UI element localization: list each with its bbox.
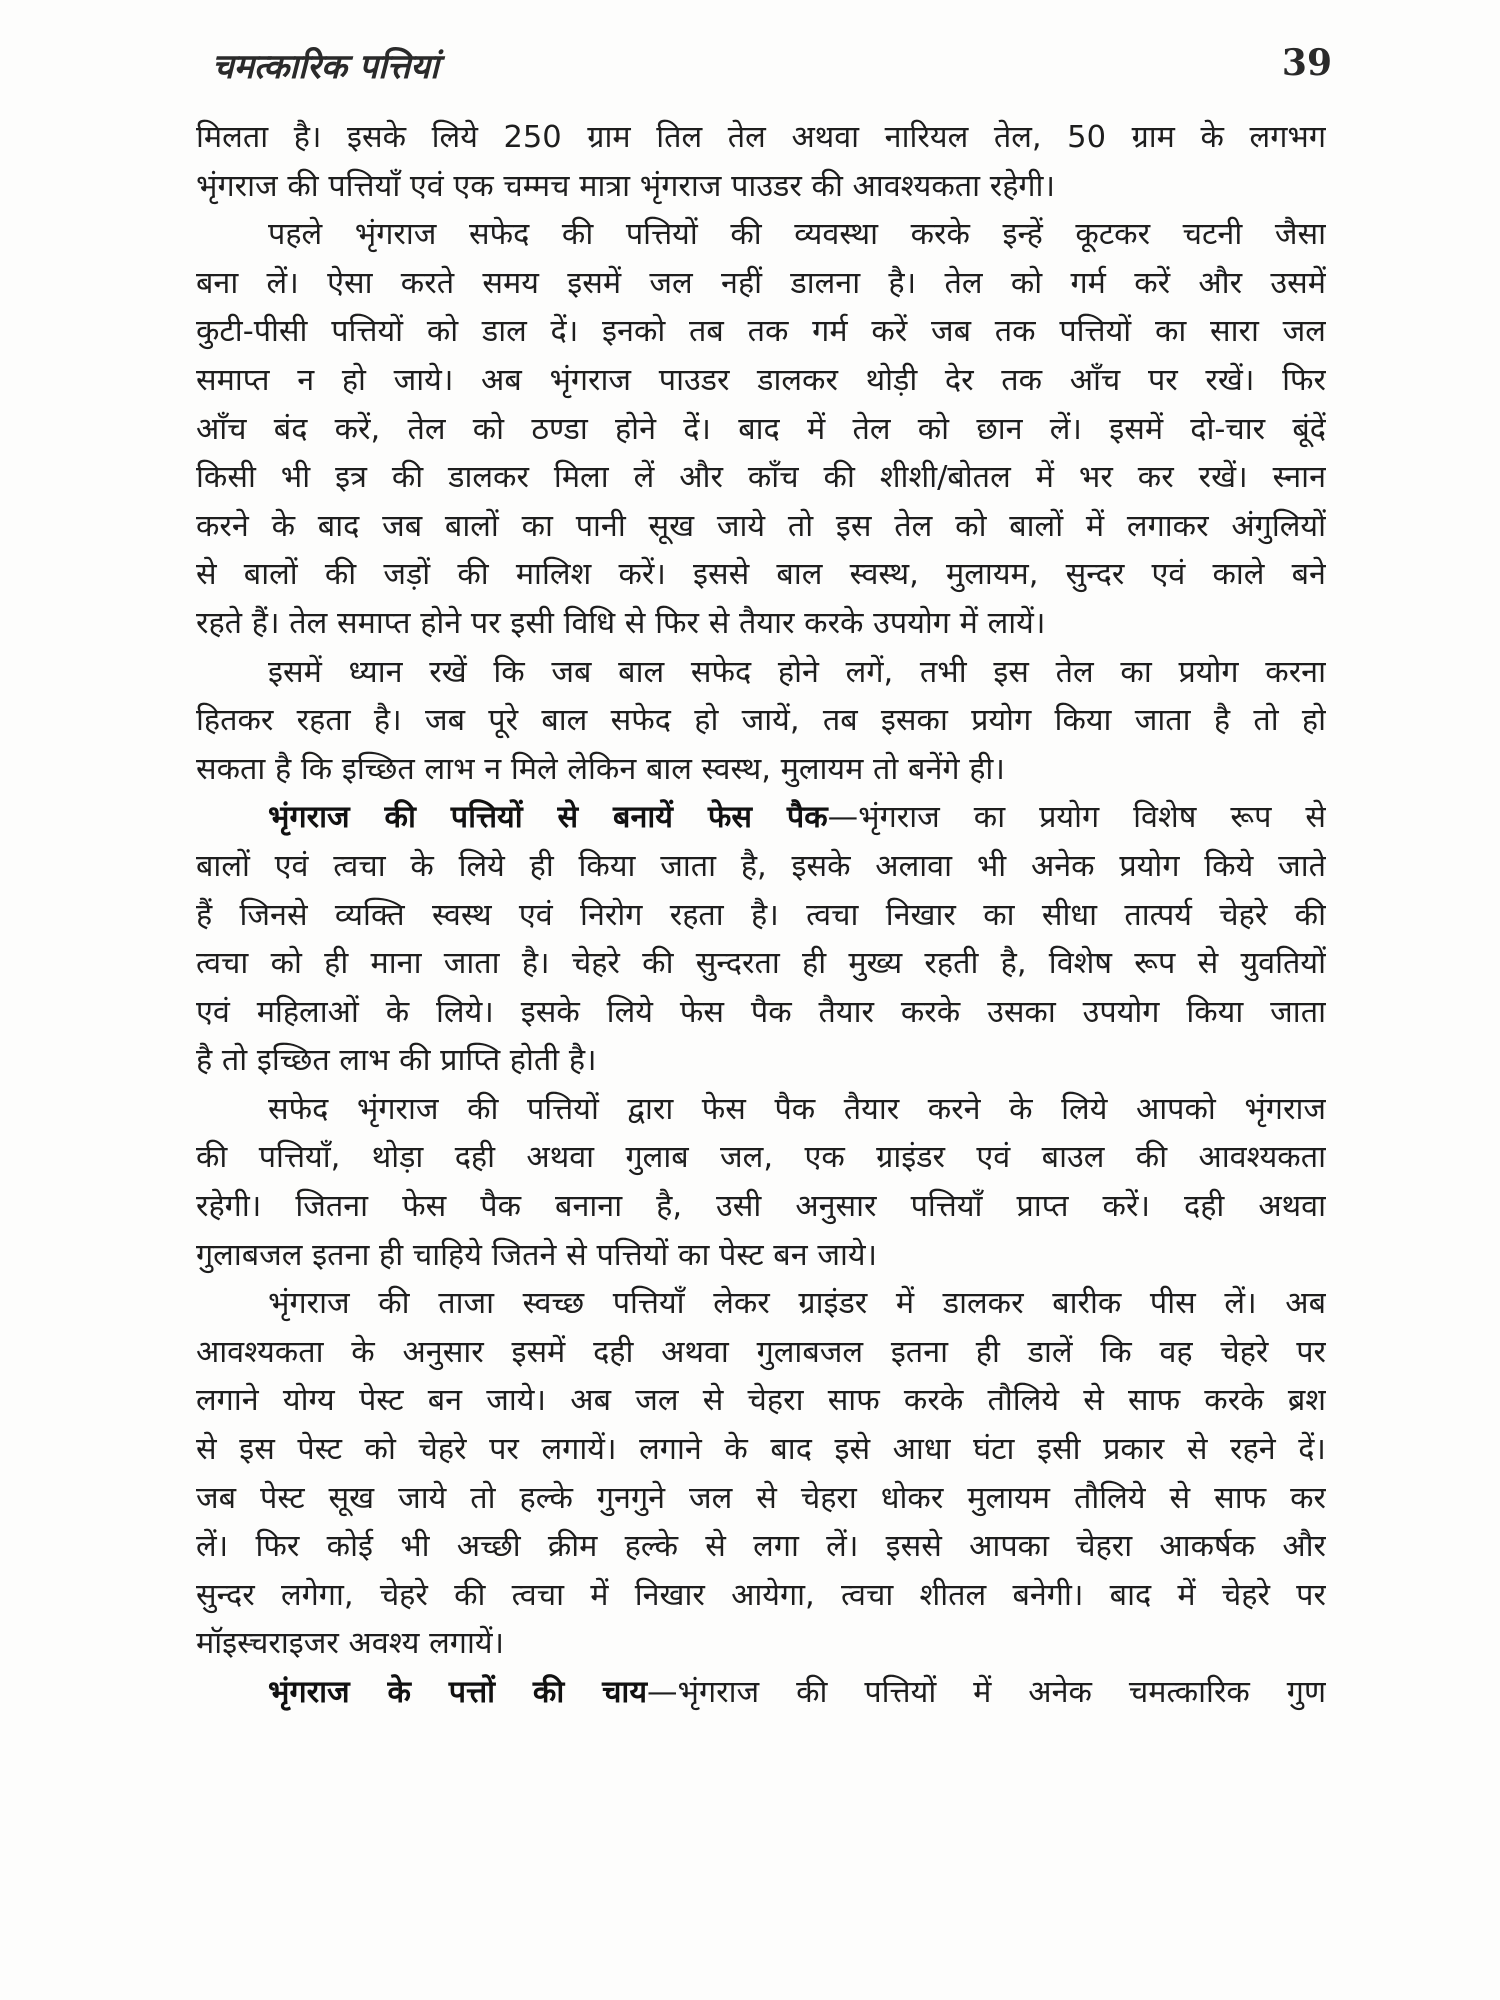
- text-line: आँच बंद करें, तेल को ठण्डा होने दें। बाद में तेल को छान लें। इसमें दो-चार बूंदें: [196, 411, 1326, 447]
- text-line-with-heading: [196, 1669, 1326, 1718]
- text-line: मिलता है। इसके लिये 250 ग्राम तिल तेल अथवा नारियल तेल, 50 ग्राम के लगभग: [196, 120, 1326, 155]
- text-line: हैं जिनसे व्यक्ति स्वस्थ एवं निरोग रहता है। त्वचा निखार का सीधा तात्पर्य चेहरे की: [196, 897, 1326, 933]
- section-heading-tea: भृंगराज के पत्तों की चाय: [268, 1675, 648, 1710]
- text-line: है तो इच्छित लाभ की प्राप्ति होती है।: [196, 1043, 597, 1079]
- text-line: मॉइस्चराइजर अवश्य लगायें।: [196, 1626, 505, 1662]
- text-line: से इस पेस्ट को चेहरे पर लगायें। लगाने के बाद इसे आधा घंटा इसी प्रकार से रहने दें।: [196, 1432, 1326, 1468]
- text-line: पहले भृंगराज सफेद की पत्तियों की व्यवस्था करके इन्हें कूटकर चटनी जैसा: [268, 217, 1326, 253]
- body-text: [196, 114, 1326, 1718]
- text-line: रहेगी। जितना फेस पैक बनाना है, उसी अनुसार पत्तियाँ प्राप्त करें। दही अथवा: [196, 1189, 1326, 1225]
- text-line: समाप्त न हो जाये। अब भृंगराज पाउडर डालकर थोड़ी देर तक आँच पर रखें। फिर: [196, 362, 1326, 398]
- text-line-with-heading: [196, 794, 1326, 843]
- text-line: हितकर रहता है। जब पूरे बाल सफेद हो जायें, तब इसका प्रयोग किया जाता है तो हो: [196, 703, 1326, 739]
- text-line: सुन्दर लगेगा, चेहरे की त्वचा में निखार आयेगा, त्वचा शीतल बनेगी। बाद में चेहरे पर: [196, 1577, 1326, 1613]
- text-line: गुलाबजल इतना ही चाहिये जितने से पत्तियों का पेस्ट बन जाये।: [196, 1237, 878, 1273]
- text-line: लें। फिर कोई भी अच्छी क्रीम हल्के से लगा लें। इससे आपका चेहरा आकर्षक और: [196, 1529, 1326, 1565]
- heading-line-rest: —भृंगराज का प्रयोग विशेष रूप से: [827, 800, 1326, 836]
- page-number: 39: [1281, 42, 1332, 84]
- text-line: लगाने योग्य पेस्ट बन जाये। अब जल से चेहरा साफ करके तौलिये से साफ करके ब्रश: [196, 1383, 1326, 1419]
- text-line: सफेद भृंगराज की पत्तियों द्वारा फेस पैक तैयार करने के लिये आपको भृंगराज: [268, 1091, 1326, 1127]
- text-line: त्वचा को ही माना जाता है। चेहरे की सुन्दरता ही मुख्य रहती है, विशेष रूप से युवतियों: [196, 946, 1326, 982]
- page-header: [212, 42, 1332, 102]
- text-line: किसी भी इत्र की डालकर मिला लें और काँच की शीशी/बोतल में भर कर रखें। स्नान: [196, 460, 1326, 496]
- text-line: आवश्यकता के अनुसार इसमें दही अथवा गुलाबजल इतना ही डालें कि वह चेहरे पर: [196, 1334, 1326, 1370]
- heading-line-rest: —भृंगराज की पत्तियों में अनेक चमत्कारिक गुण: [647, 1675, 1326, 1710]
- section-heading-face-pack: भृंगराज की पत्तियों से बनायें फेस पैक: [268, 800, 828, 836]
- text-line: इसमें ध्यान रखें कि जब बाल सफेद होने लगें, तभी इस तेल का प्रयोग करना: [268, 654, 1326, 690]
- text-line: बालों एवं त्वचा के लिये ही किया जाता है, इसके अलावा भी अनेक प्रयोग किये जाते: [196, 848, 1326, 884]
- text-line: की पत्तियाँ, थोड़ा दही अथवा गुलाब जल, एक ग्राइंडर एवं बाउल की आवश्यकता: [196, 1140, 1326, 1176]
- text-line: सकता है कि इच्छित लाभ न मिले लेकिन बाल स्वस्थ, मुलायम तो बनेंगे ही।: [196, 751, 1005, 787]
- text-line: बना लें। ऐसा करते समय इसमें जल नहीं डालना है। तेल को गर्म करें और उसमें: [196, 265, 1326, 301]
- text-line: करने के बाद जब बालों का पानी सूख जाये तो इस तेल को बालों में लगाकर अंगुलियों: [196, 508, 1326, 544]
- text-line: जब पेस्ट सूख जाये तो हल्के गुनगुने जल से चेहरा धोकर मुलायम तौलिये से साफ कर: [196, 1480, 1326, 1516]
- text-line: एवं महिलाओं के लिये। इसके लिये फेस पैक तैयार करके उसका उपयोग किया जाता: [196, 994, 1326, 1030]
- text-line: रहते हैं। तेल समाप्त होने पर इसी विधि से फिर से तैयार करके उपयोग में लायें।: [196, 605, 1046, 641]
- text-line: कुटी-पीसी पत्तियों को डाल दें। इनको तब तक गर्म करें जब तक पत्तियों का सारा जल: [196, 314, 1326, 350]
- text-line: भृंगराज की ताजा स्वच्छ पत्तियाँ लेकर ग्राइंडर में डालकर बारीक पीस लें। अब: [268, 1286, 1326, 1322]
- text-line: भृंगराज की पत्तियाँ एवं एक चम्मच मात्रा भृंगराज पाउडर की आवश्यकता रहेगी।: [196, 168, 1056, 204]
- running-title: चमत्कारिक पत्तियां: [212, 47, 439, 87]
- text-line: से बालों की जड़ों की मालिश करें। इससे बाल स्वस्थ, मुलायम, सुन्दर एवं काले बने: [196, 557, 1326, 593]
